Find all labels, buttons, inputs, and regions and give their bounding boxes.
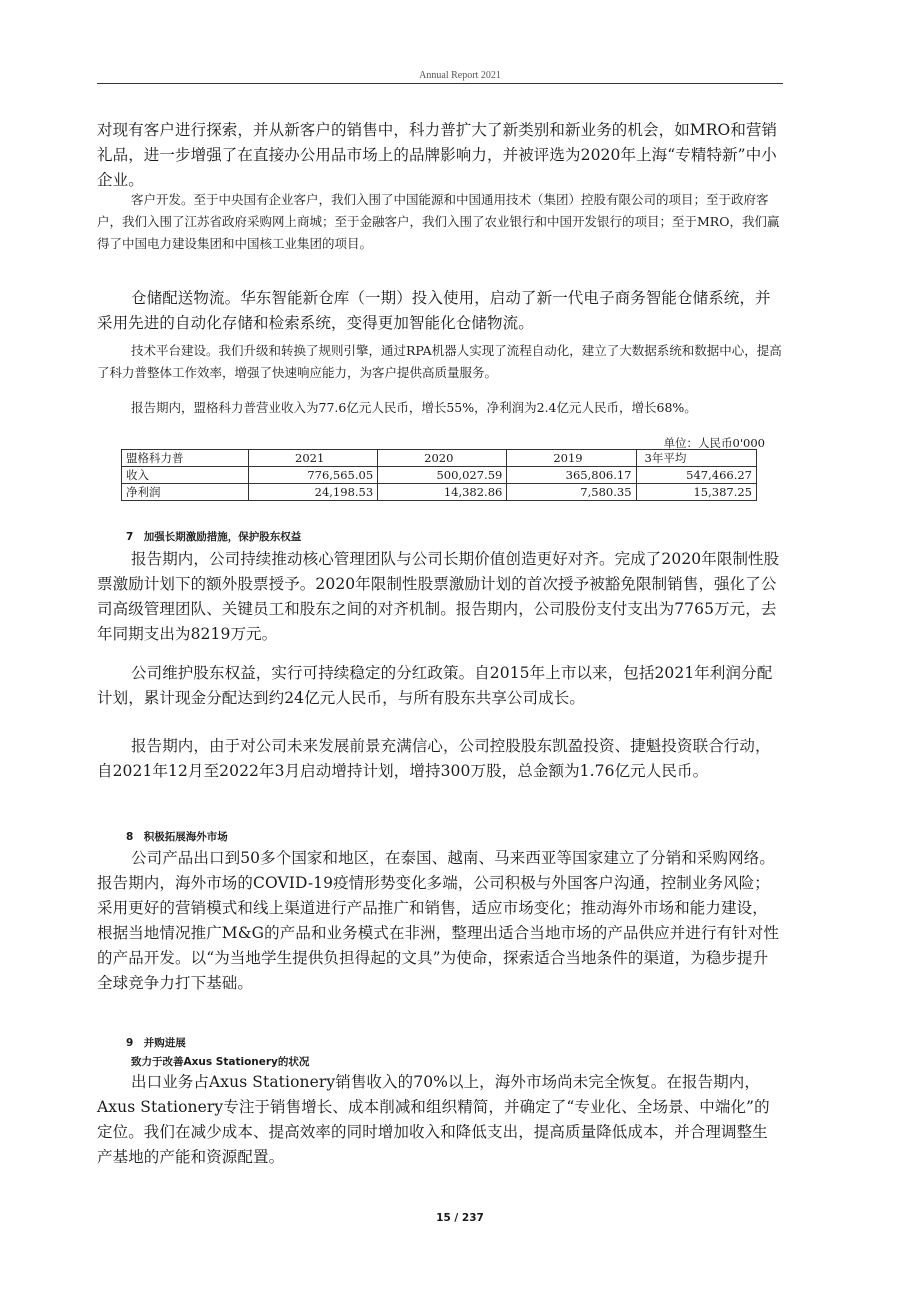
header-rule	[97, 83, 783, 84]
table-row	[122, 467, 757, 484]
subsection-heading-axus: 致力于改善Axus Stationery的状况	[131, 1056, 310, 1068]
paragraph-incentive-plan: 报告期内，公司持续推动核心管理团队与公司长期价值创造更好对齐。完成了2020年限制性股票激励计划下的额外股票授予。2020年限制性股票激励计划的首次授予被豁免限制销售，强化了公司高级管理团队、关键员工和股东之间的对齐机制。报告期内，公司股份支付支出为7765万元，去年同期支出为8219万元。	[97, 550, 780, 643]
running-header: Annual Report 2021	[419, 70, 501, 81]
table-cell: 14,382.86	[378, 484, 507, 501]
table-cell: 净利润	[122, 484, 249, 501]
paragraph-revenue-summary: 报告期内，盟格科力普营业收入为77.6亿元人民币，增长55%，净利润为2.4亿元人民币，增长68%。	[131, 400, 697, 415]
table-cell: 547,466.27	[636, 467, 756, 484]
table-header-cell: 2021	[249, 450, 378, 467]
section-heading-8: 8 积极拓展海外市场	[126, 831, 228, 843]
table-cell: 500,027.59	[378, 467, 507, 484]
paragraph-customer-exploration: 对现有客户进行探索，并从新客户的销售中，科力普扩大了新类别和新业务的机会，如MRO和营销礼品，进一步增强了在直接办公用品市场上的品牌影响力，并被评选为2020年上海“专精特新”中小企业。	[97, 121, 778, 189]
page-number: 15 / 237	[436, 1212, 484, 1224]
table-cell: 24,198.53	[249, 484, 378, 501]
table-header-row	[122, 450, 757, 467]
table-header-cell: 3年平均	[636, 450, 756, 467]
paragraph-customer-development: 客户开发。至于中央国有企业客户，我们入围了中国能源和中国通用技术（集团）控股有限公司的项目；至于政府客户，我们入围了江苏省政府采购网上商城；至于金融客户，我们入围了农业银行和中国开发银行的项目；至于MRO，我们赢得了中国电力建设集团和中国核工业集团的项目。	[97, 192, 780, 251]
table-header-cell: 盟格科力普	[122, 450, 249, 467]
paragraph-dividend-policy: 公司维护股东权益，实行可持续稳定的分红政策。自2015年上市以来，包括2021年利润分配计划，累计现金分配达到约24亿元人民币，与所有股东共享公司成长。	[97, 664, 773, 707]
table-unit-label: 单位：人民币0'000	[663, 436, 765, 450]
paragraph-share-increase: 报告期内，由于对公司未来发展前景充满信心，公司控股股东凯盈投资、捷魁投资联合行动，自2021年12月至2022年3月启动增持计划，增持300万股，总金额为1.76亿元人民币。	[97, 737, 771, 780]
table-header-cell: 2019	[507, 450, 636, 467]
table-cell: 365,806.17	[507, 467, 636, 484]
paragraph-overseas-market: 公司产品出口到50多个国家和地区，在泰国、越南、马来西亚等国家建立了分销和采购网络。报告期内，海外市场的COVID-19疫情形势变化多端，公司积极与外国客户沟通，控制业务风险；采用更好的营销模式和线上渠道进行产品推广和销售，适应市场变化；推动海外市场和能力建设，根据当地情况推广M&G的产品和业务模式在非洲，整理出适合当地市场的产品供应并进行有针对性的产品开发。以“为当地学生提供负担得起的文具”为使命，探索适合当地条件的渠道，为稳步提升全球竞争力打下基础。	[97, 849, 779, 992]
section-heading-9: 9 并购进展	[126, 1037, 186, 1049]
table-cell: 776,565.05	[249, 467, 378, 484]
section-heading-7: 7 加强长期激励措施，保护股东权益	[126, 531, 302, 543]
financial-table	[121, 449, 757, 501]
paragraph-warehouse-logistics: 仓储配送物流。华东智能新仓库（一期）投入使用，启动了新一代电子商务智能仓储系统，并采用先进的自动化存储和检索系统，变得更加智能化仓储物流。	[97, 289, 771, 332]
table-cell: 收入	[122, 467, 249, 484]
table-cell: 15,387.25	[636, 484, 756, 501]
table-row	[122, 484, 757, 501]
table-cell: 7,580.35	[507, 484, 636, 501]
paragraph-axus-stationery: 出口业务占Axus Stationery销售收入的70%以上，海外市场尚未完全恢复。在报告期内，Axus Stationery专注于销售增长、成本削减和组织精简，并确定了“专业化、全场景、中端化”的定位。我们在减少成本、提高效率的同时增加收入和降低支出，提高质量降低成本，并合理调整生产基地的产能和资源配置。	[97, 1073, 770, 1166]
table-header-cell: 2020	[378, 450, 507, 467]
paragraph-tech-platform: 技术平台建设。我们升级和转换了规则引擎，通过RPA机器人实现了流程自动化，建立了大数据系统和数据中心，提高了科力普整体工作效率，增强了快速响应能力，为客户提供高质量服务。	[97, 343, 782, 380]
